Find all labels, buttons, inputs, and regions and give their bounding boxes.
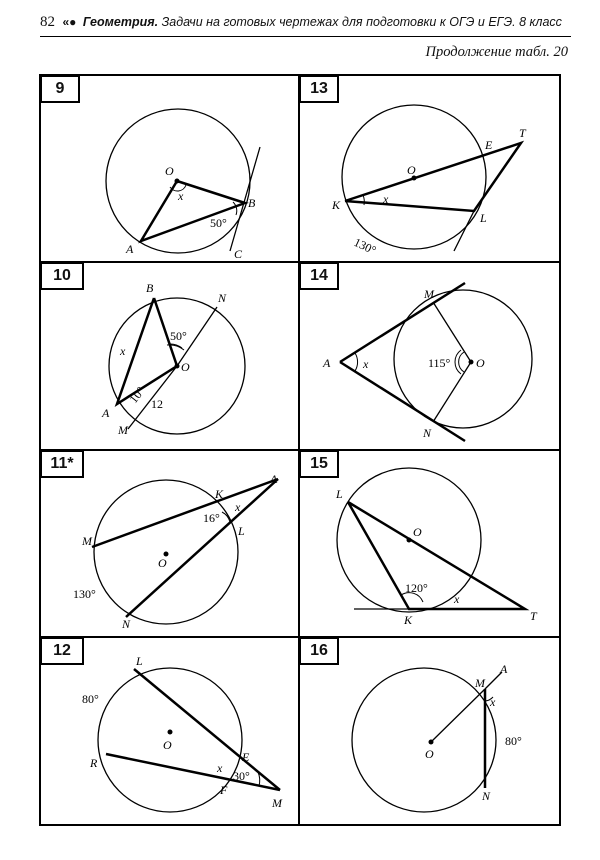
label-x: x	[454, 592, 460, 606]
label-x: x	[490, 695, 496, 709]
label-O: O	[407, 163, 416, 177]
angle-50: 50°	[170, 329, 187, 343]
label-B: B	[248, 196, 256, 210]
label-A: A	[270, 472, 278, 486]
label-N: N	[218, 291, 227, 305]
label-M: M	[475, 676, 485, 690]
book-title: Геометрия.	[82, 15, 159, 29]
problem-number: 9	[40, 75, 80, 103]
problem-13	[299, 75, 560, 262]
length-value: 12	[151, 397, 163, 411]
problem-11	[40, 450, 299, 637]
label-x: x	[363, 357, 369, 371]
label-T: T	[530, 609, 537, 623]
figure-12	[40, 637, 299, 825]
problem-10	[40, 262, 299, 450]
label-F: F	[220, 783, 228, 797]
label-O: O	[181, 360, 190, 374]
problem-9	[40, 75, 299, 262]
label-O: O	[158, 556, 167, 570]
label-N: N	[122, 617, 131, 631]
arc-value: 80°	[505, 734, 522, 748]
problem-number: 13	[299, 75, 339, 103]
label-K: K	[332, 198, 341, 212]
problem-15	[299, 450, 560, 637]
problem-14	[299, 262, 560, 450]
label-L: L	[136, 654, 143, 668]
label-E: E	[485, 138, 493, 152]
label-N: N	[423, 426, 432, 440]
label-O: O	[425, 747, 434, 761]
label-x: x	[235, 500, 241, 514]
label-O: O	[165, 164, 174, 178]
label-O: O	[413, 525, 422, 539]
label-N: N	[482, 789, 491, 803]
figure-13	[299, 75, 560, 262]
label-A: A	[500, 662, 508, 676]
figure-15	[299, 450, 560, 637]
label-A: A	[126, 242, 134, 256]
label-M: M	[82, 534, 92, 548]
table-continuation: Продолжение табл. 20	[425, 44, 568, 60]
figure-11	[40, 450, 299, 637]
angle-value: 120°	[405, 581, 428, 595]
page-number: 82	[40, 14, 55, 30]
label-E: E	[242, 750, 250, 764]
label-A: A	[102, 406, 110, 420]
problem-number: 15	[299, 450, 339, 478]
book-subtitle: Задачи на готовых чертежах для подготовки к ОГЭ и ЕГЭ. 8 класс	[161, 15, 562, 29]
label-M: M	[272, 796, 282, 810]
label-M: M	[424, 287, 434, 301]
label-O: O	[163, 738, 172, 752]
problem-number: 16	[299, 637, 339, 665]
problem-12	[40, 637, 299, 825]
angle-10: 10°	[126, 383, 148, 406]
label-R: R	[90, 756, 98, 770]
problem-number: 12	[40, 637, 84, 665]
arc-value: 130°	[351, 235, 379, 258]
problem-16	[299, 637, 560, 825]
problem-number: 11*	[40, 450, 84, 478]
angle-value: 115°	[428, 356, 451, 370]
arc-value: 80°	[82, 692, 99, 706]
label-M: M	[118, 423, 128, 437]
problem-number: 14	[299, 262, 339, 290]
label-x: x	[178, 189, 184, 203]
figure-9	[40, 75, 299, 262]
label-O: O	[476, 356, 485, 370]
label-T: T	[519, 126, 526, 140]
label-B: B	[146, 281, 154, 295]
figure-14	[299, 262, 560, 450]
section-marker: «●	[62, 15, 77, 29]
figure-16	[299, 637, 560, 825]
angle-value: 50°	[210, 216, 227, 230]
label-K: K	[215, 487, 224, 501]
label-K: K	[404, 613, 413, 627]
angle-value: 16°	[203, 511, 220, 525]
label-L: L	[238, 524, 245, 538]
figure-10	[40, 262, 299, 450]
label-x: x	[383, 192, 389, 206]
arc-value: 130°	[73, 587, 96, 601]
label-L: L	[480, 211, 487, 225]
label-C: C	[234, 247, 243, 261]
problem-number: 10	[40, 262, 84, 290]
label-x: x	[120, 344, 126, 358]
label-x: x	[217, 761, 223, 775]
label-L: L	[336, 487, 343, 501]
angle-value: 30°	[233, 769, 250, 783]
label-A: A	[323, 356, 331, 370]
